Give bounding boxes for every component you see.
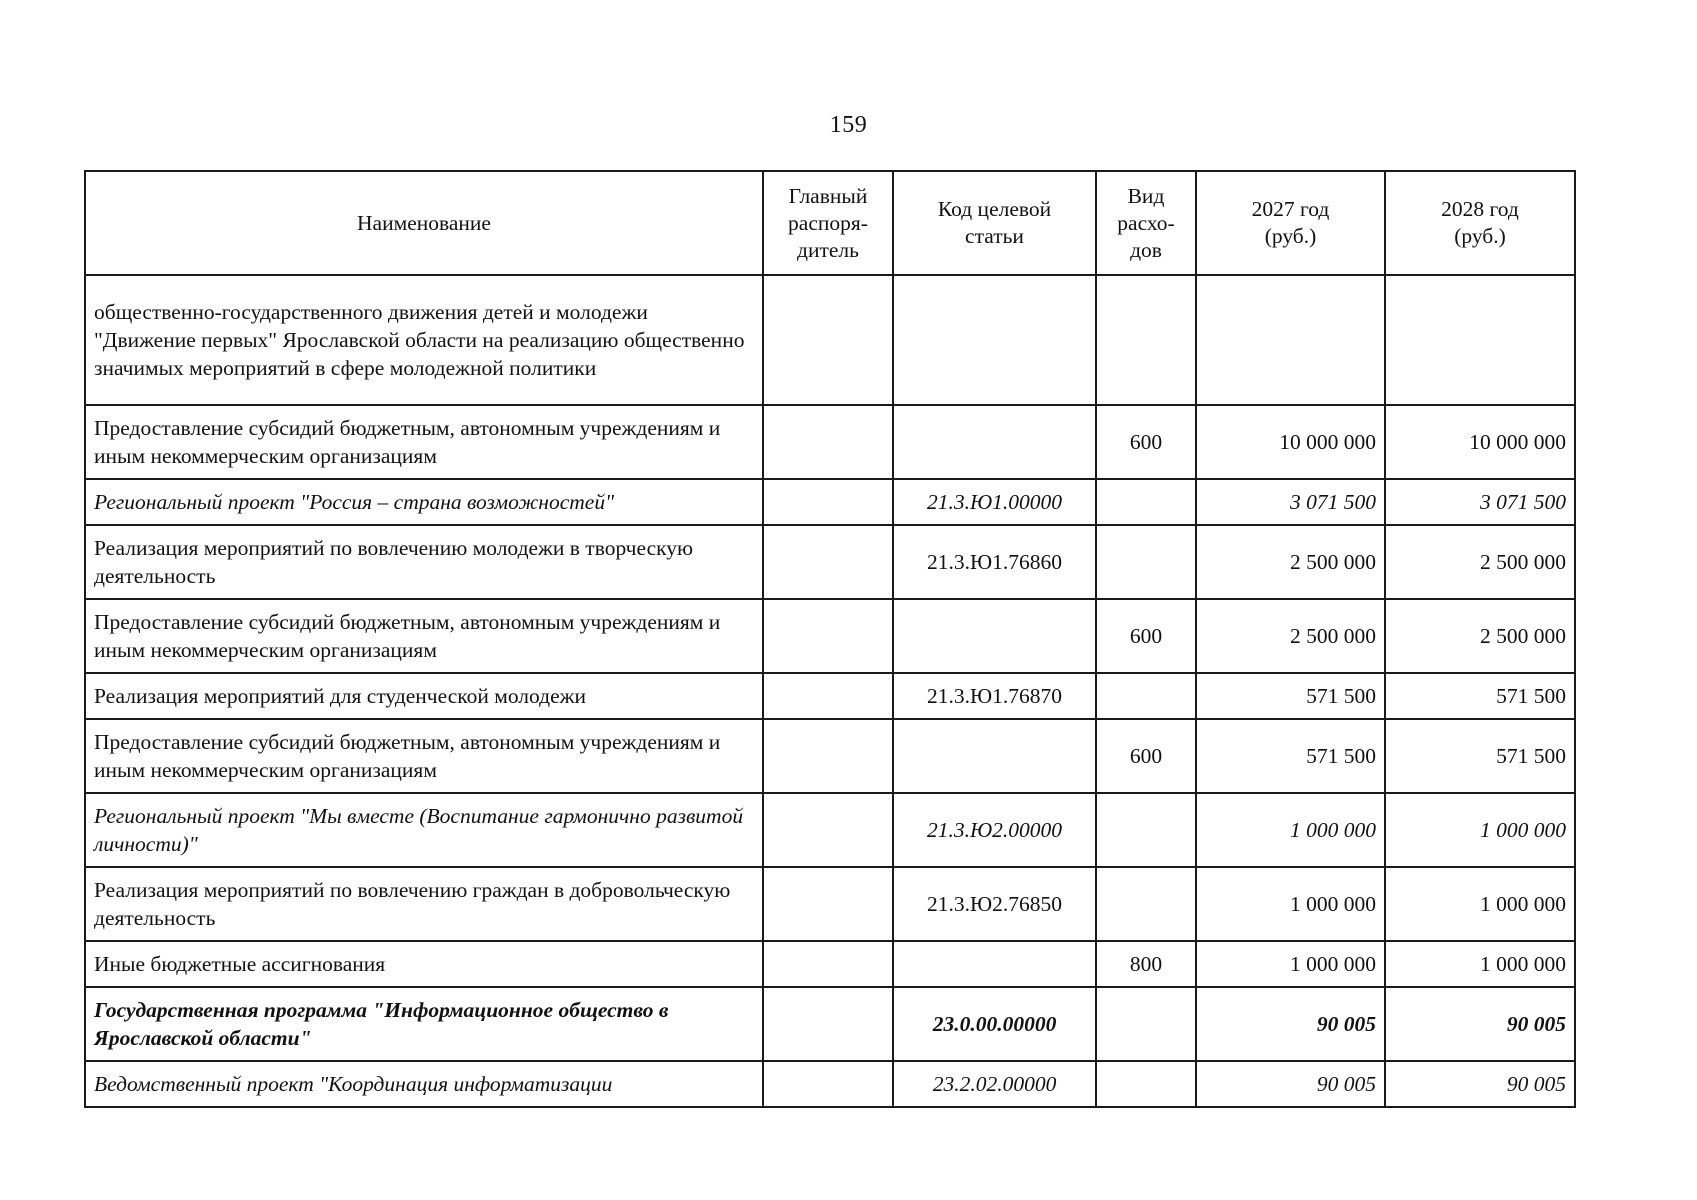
header-year-2028: 2028 год (руб.) [1385,171,1575,275]
cell-name: Региональный проект "Мы вместе (Воспитание гармонично развитой личности)" [85,793,763,867]
budget-table [84,170,1576,1108]
cell-type [1096,1061,1196,1107]
table-body [85,275,1575,1107]
cell-admin [763,275,893,405]
header-name: Наименование [85,171,763,275]
cell-2027 [1196,275,1385,405]
cell-name: Предоставление субсидий бюджетным, автономным учреждениям и иным некоммерческим организациям [85,405,763,479]
table-row [85,987,1575,1061]
cell-2027: 1 000 000 [1196,793,1385,867]
cell-type [1096,987,1196,1061]
cell-admin [763,673,893,719]
cell-2028 [1385,275,1575,405]
cell-2028: 90 005 [1385,1061,1575,1107]
cell-admin [763,1061,893,1107]
cell-type: 600 [1096,719,1196,793]
cell-2028: 571 500 [1385,719,1575,793]
table-row [85,275,1575,405]
cell-name: Предоставление субсидий бюджетным, автономным учреждениям и иным некоммерческим организациям [85,719,763,793]
cell-2028: 1 000 000 [1385,867,1575,941]
cell-2027: 10 000 000 [1196,405,1385,479]
header-expense-type: Вид расхо- дов [1096,171,1196,275]
cell-2028: 90 005 [1385,987,1575,1061]
cell-name: Реализация мероприятий для студенческой молодежи [85,673,763,719]
cell-2028: 3 071 500 [1385,479,1575,525]
cell-admin [763,793,893,867]
cell-admin [763,719,893,793]
cell-name: Иные бюджетные ассигнования [85,941,763,987]
cell-type [1096,479,1196,525]
cell-admin [763,479,893,525]
cell-2028: 1 000 000 [1385,941,1575,987]
page-number: 159 [829,112,868,138]
cell-admin [763,599,893,673]
cell-type [1096,793,1196,867]
cell-type: 800 [1096,941,1196,987]
cell-code: 23.2.02.00000 [893,1061,1096,1107]
cell-2027: 2 500 000 [1196,525,1385,599]
cell-name: Региональный проект "Россия – страна возможностей" [85,479,763,525]
cell-code [893,405,1096,479]
cell-admin [763,987,893,1061]
cell-type [1096,525,1196,599]
table-row [85,941,1575,987]
table-row [85,867,1575,941]
cell-2027: 90 005 [1196,1061,1385,1107]
header-main-administrator: Главный распоря- дитель [763,171,893,275]
cell-admin [763,525,893,599]
cell-2027: 571 500 [1196,719,1385,793]
cell-name: Ведомственный проект "Координация информатизации [85,1061,763,1107]
cell-2027: 3 071 500 [1196,479,1385,525]
table-row [85,673,1575,719]
table-row [85,525,1575,599]
cell-2028: 2 500 000 [1385,599,1575,673]
cell-code: 21.3.Ю1.76870 [893,673,1096,719]
cell-type: 600 [1096,599,1196,673]
cell-code: 21.3.Ю2.76850 [893,867,1096,941]
cell-2027: 90 005 [1196,987,1385,1061]
table-row [85,793,1575,867]
cell-name: общественно-государственного движения детей и молодежи "Движение первых" Ярославской области на реализацию общественно значимых мероприятий в сфере молодежной политики [85,275,763,405]
table-header-row [85,171,1575,275]
cell-admin [763,405,893,479]
cell-type: 600 [1096,405,1196,479]
cell-code: 21.3.Ю1.76860 [893,525,1096,599]
cell-admin [763,867,893,941]
cell-code: 23.0.00.00000 [893,987,1096,1061]
cell-2027: 1 000 000 [1196,867,1385,941]
cell-name: Государственная программа "Информационное общество в Ярославской области" [85,987,763,1061]
cell-2027: 1 000 000 [1196,941,1385,987]
cell-code [893,719,1096,793]
table-row [85,479,1575,525]
cell-code [893,599,1096,673]
cell-code [893,275,1096,405]
cell-type [1096,673,1196,719]
cell-code [893,941,1096,987]
cell-2028: 571 500 [1385,673,1575,719]
header-target-code: Код целевой статьи [893,171,1096,275]
cell-2027: 2 500 000 [1196,599,1385,673]
cell-type [1096,867,1196,941]
cell-name: Реализация мероприятий по вовлечению молодежи в творческую деятельность [85,525,763,599]
cell-type [1096,275,1196,405]
cell-name: Предоставление субсидий бюджетным, автономным учреждениям и иным некоммерческим организациям [85,599,763,673]
cell-2028: 1 000 000 [1385,793,1575,867]
table-row [85,1061,1575,1107]
cell-2028: 2 500 000 [1385,525,1575,599]
cell-2028: 10 000 000 [1385,405,1575,479]
cell-2027: 571 500 [1196,673,1385,719]
table-row [85,719,1575,793]
table-row [85,599,1575,673]
cell-code: 21.3.Ю1.00000 [893,479,1096,525]
table-row [85,405,1575,479]
cell-admin [763,941,893,987]
cell-name: Реализация мероприятий по вовлечению граждан в добровольческую деятельность [85,867,763,941]
cell-code: 21.3.Ю2.00000 [893,793,1096,867]
header-year-2027: 2027 год (руб.) [1196,171,1385,275]
